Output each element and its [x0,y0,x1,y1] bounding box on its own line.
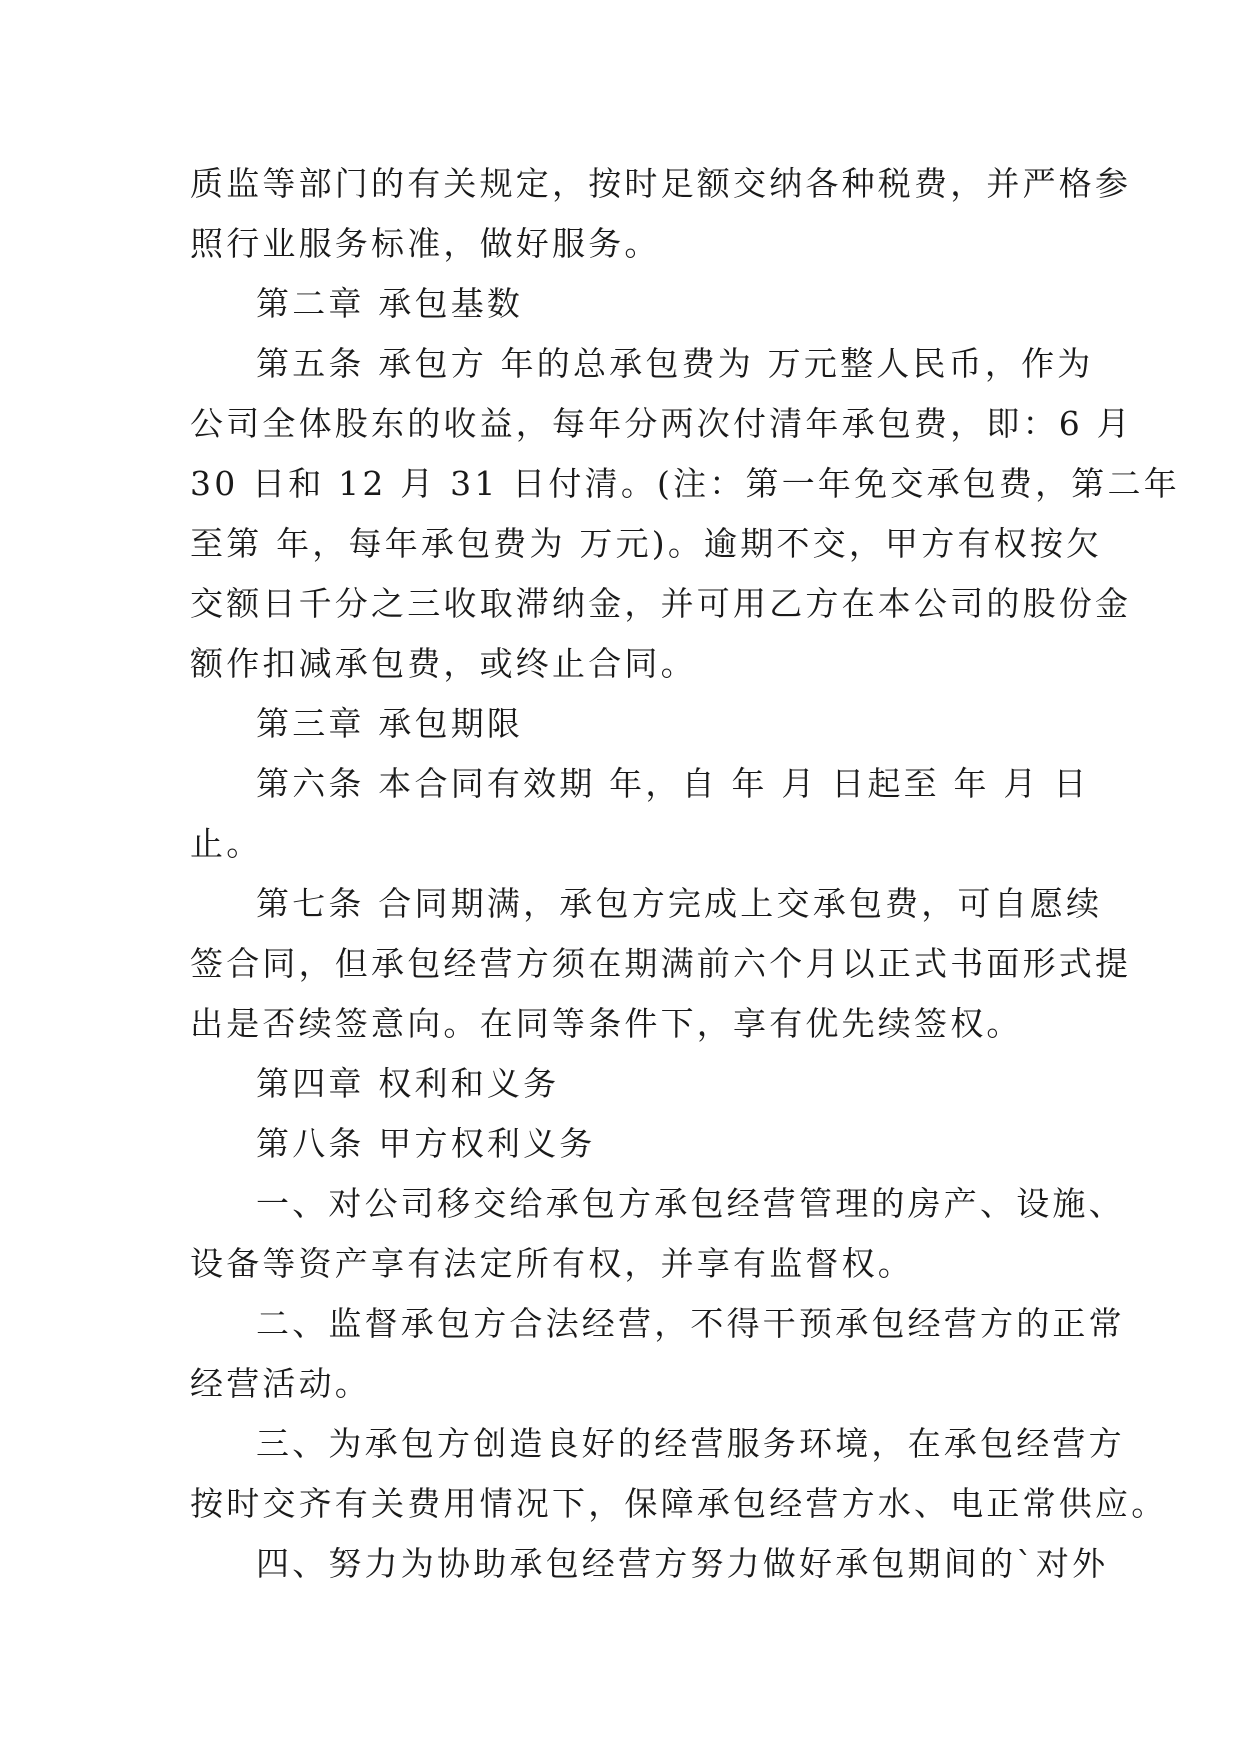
article-5-line-2: 公司全体股东的收益，每年分两次付清年承包费，即：6 月 [190,404,1133,443]
article-7-line-2: 签合同，但承包经营方须在期满前六个月以正式书面形式提 [190,944,1132,983]
article-7-line-1: 第七条 合同期满，承包方完成上交承包费，可自愿续 [256,884,1103,923]
item-1-line-2: 设备等资产享有法定所有权，并享有监督权。 [190,1244,914,1283]
article-6-line-1: 第六条 本合同有效期 年，自 年 月 日起至 年 月 日 [256,764,1090,803]
chapter-heading-4: 第四章 权利和义务 [256,1064,560,1103]
item-4-line-1: 四、努力为协助承包经营方努力做好承包期间的`对外 [256,1544,1109,1583]
article-7-line-3: 出是否续签意向。在同等条件下，享有优先续签权。 [190,1004,1023,1043]
chapter-heading-2: 第二章 承包基数 [256,284,524,323]
item-2-line-1: 二、监督承包方合法经营，不得干预承包经营方的正常 [256,1304,1125,1343]
article-5-line-4: 至第 年，每年承包费为 万元)。逾期不交，甲方有权按欠 [190,524,1103,563]
item-1-line-1: 一、对公司移交给承包方承包经营管理的房产、设施、 [256,1184,1125,1223]
article-5-line-5: 交额日千分之三收取滞纳金，并可用乙方在本公司的股份金 [190,584,1132,623]
text-line-2: 照行业服务标准，做好服务。 [190,224,661,263]
article-5-line-1: 第五条 承包方 年的总承包费为 万元整人民币，作为 [256,344,1094,383]
chapter-heading-3: 第三章 承包期限 [256,704,524,743]
item-3-line-1: 三、为承包方创造良好的经营服务环境，在承包经营方 [256,1424,1125,1463]
article-5-line-6: 额作扣减承包费，或终止合同。 [190,644,697,683]
text-line-1: 质监等部门的有关规定，按时足额交纳各种税费，并严格参 [190,164,1132,203]
article-5-line-3: 30 日和 12 月 31 日付清。(注：第一年免交承包费，第二年 [190,464,1180,503]
article-6-line-2: 止。 [190,824,263,863]
item-2-line-2: 经营活动。 [190,1364,371,1403]
item-3-line-2: 按时交齐有关费用情况下，保障承包经营方水、电正常供应。 [190,1484,1168,1523]
article-8-heading: 第八条 甲方权利义务 [256,1124,596,1163]
